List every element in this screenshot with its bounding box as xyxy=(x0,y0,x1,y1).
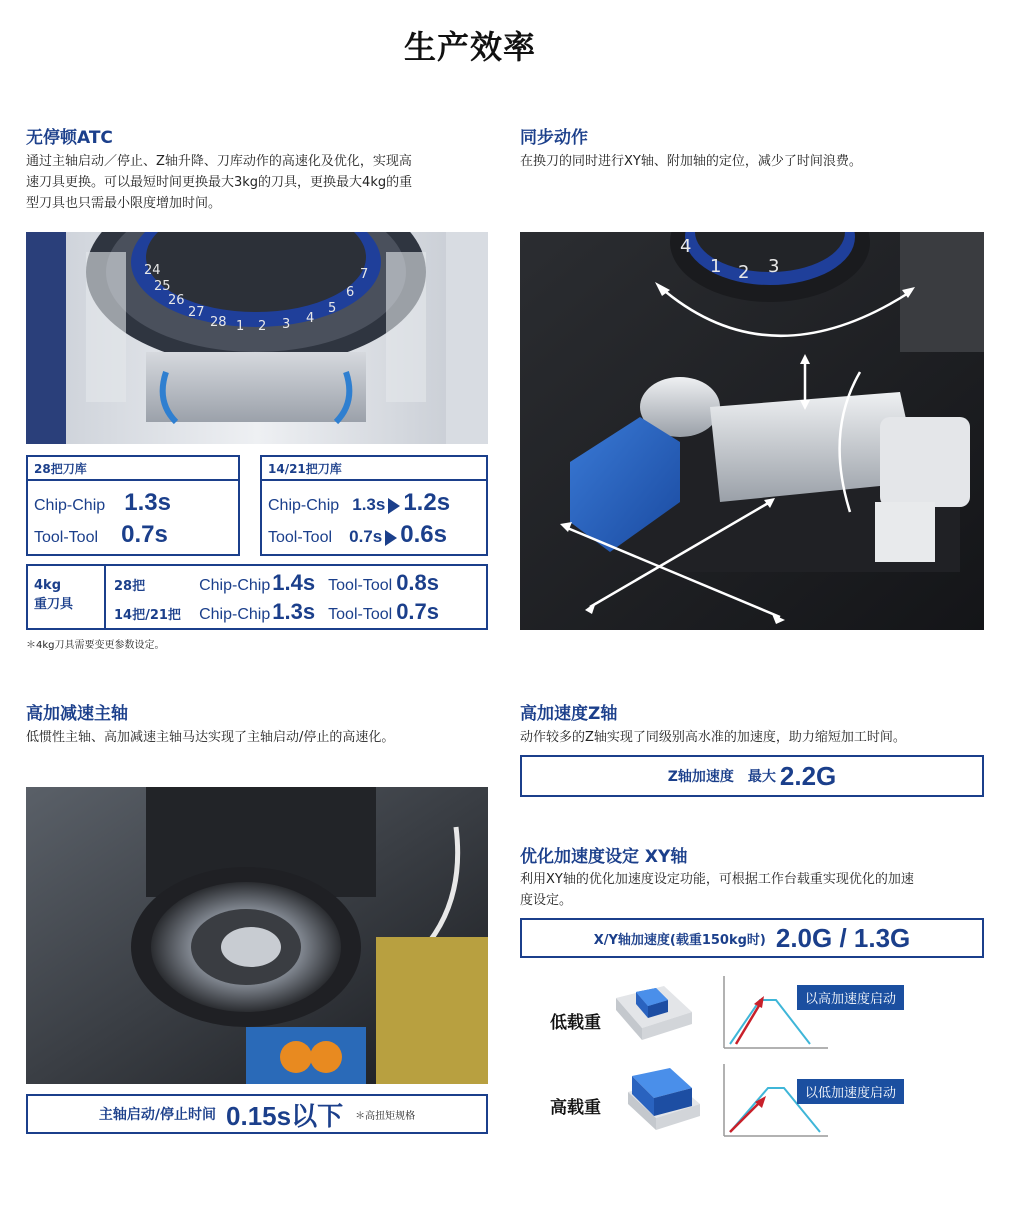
tool-tool-old-value: 0.7s xyxy=(349,527,383,546)
magazine-size: 28把 xyxy=(114,579,146,594)
magazine28-box xyxy=(26,455,240,556)
arrow-right-icon xyxy=(385,530,397,546)
magazine1421-header: 14/21把刀库 xyxy=(262,457,486,481)
magazine-number: 1 xyxy=(236,319,245,334)
xyaxis-accel-banner xyxy=(520,918,984,958)
tool-tool-value: 0.7s xyxy=(121,521,168,548)
magazine-size: 14把/21把 xyxy=(114,608,181,623)
zaxis-accel-value: 2.2G xyxy=(779,760,837,791)
spindle-photo xyxy=(26,787,488,1084)
tool-tool-new-value: 0.6s xyxy=(400,521,447,548)
tool-tool-value: 0.7s xyxy=(396,599,440,624)
tool-tool-label: Tool-Tool xyxy=(34,529,99,546)
heavy-tool-box xyxy=(26,564,488,630)
high-load-workpiece-icon xyxy=(626,1066,702,1132)
chip-chip-label: Chip-Chip xyxy=(199,606,271,623)
magazine-number: 2 xyxy=(738,262,750,283)
xyaxis-description xyxy=(520,869,990,911)
magazine-number: 7 xyxy=(360,267,369,282)
spindle-section-title: 高加减速主轴 xyxy=(26,704,128,724)
magazine-number: 4 xyxy=(680,236,692,257)
magazine1421-box xyxy=(260,455,488,556)
sync-section-title: 同步动作 xyxy=(520,128,588,148)
magazine-number: 4 xyxy=(306,311,315,326)
chip-chip-label: Chip-Chip xyxy=(34,497,106,514)
atc-desc-line: 速刀具更换。可以最短时间更换最大3kg的刀具，更换最大4kg的重 xyxy=(26,175,413,190)
chip-chip-value: 1.3s xyxy=(124,489,171,516)
magazine-number: 2 xyxy=(258,319,267,334)
tool-tool-label: Tool-Tool xyxy=(268,529,333,546)
low-load-label: 低载重 xyxy=(550,1013,601,1033)
heavy-tool-row-28 xyxy=(114,570,486,596)
magazine-number: 3 xyxy=(768,256,780,277)
chip-chip-value: 1.4s xyxy=(272,570,316,595)
magazine-number: 6 xyxy=(346,285,355,300)
chip-chip-label: Chip-Chip xyxy=(199,577,271,594)
arrow-right-icon xyxy=(388,498,400,514)
zaxis-section-title: 高加速度Z轴 xyxy=(520,704,618,724)
magazine1421-chip-row xyxy=(268,489,486,517)
spindle-time-note: ＊高扭矩规格 xyxy=(355,1110,416,1122)
magazine-number: 3 xyxy=(282,317,291,332)
chip-chip-old-value: 1.3s xyxy=(352,495,386,514)
xyaxis-desc-line: 利用XY轴的优化加速度设定功能，可根据工作台载重实现优化的加速 xyxy=(520,872,914,887)
zaxis-accel-label: Z轴加速度 xyxy=(667,769,734,785)
tool-magazine-photo xyxy=(26,232,488,444)
xyaxis-accel-label: X/Y轴加速度(载重150kg时) xyxy=(593,932,766,948)
zaxis-accel-prefix: 最大 xyxy=(747,769,776,785)
magazine-number: 26 xyxy=(168,293,185,308)
xyaxis-accel-value: 2.0G / 1.3G xyxy=(775,922,911,953)
sync-description: 在换刀的同时进行XY轴、附加轴的定位，减少了时间浪费。 xyxy=(520,154,862,169)
high-load-label: 高载重 xyxy=(550,1098,601,1118)
magazine-number: 24 xyxy=(144,263,161,278)
sync-motion-illustration xyxy=(520,232,984,630)
high-load-callout: 以低加速度启动 xyxy=(797,1079,904,1104)
tool-tool-label: Tool-Tool xyxy=(328,606,393,623)
zaxis-description: 动作较多的Z轴实现了同级别高水准的加速度，助力缩短加工时间。 xyxy=(520,730,906,745)
heavy-tool-text: 重刀具 xyxy=(34,597,74,612)
heavy-tool-weight: 4kg xyxy=(34,578,61,593)
magazine-number: 28 xyxy=(210,315,227,330)
magazine-number: 5 xyxy=(328,301,337,316)
heavy-tool-footnote: ＊4kg刀具需要变更参数设定。 xyxy=(26,640,165,651)
magazine-number: 1 xyxy=(710,256,722,277)
spindle-time-banner xyxy=(26,1094,488,1134)
chip-chip-label: Chip-Chip xyxy=(268,497,340,514)
spindle-illustration xyxy=(26,787,488,1084)
chip-chip-new-value: 1.2s xyxy=(403,489,451,516)
heavy-tool-label xyxy=(28,566,106,628)
magazine28-tool-row xyxy=(34,521,234,549)
magazine28-header: 28把刀库 xyxy=(28,457,238,481)
spindle-description: 低惯性主轴、高加减速主轴马达实现了主轴启动/停止的高速化。 xyxy=(26,730,395,745)
atc-description xyxy=(26,151,496,214)
tool-tool-value: 0.8s xyxy=(396,570,440,595)
magazine-number: 25 xyxy=(154,279,171,294)
heavy-tool-row-1421 xyxy=(114,599,486,625)
spindle-time-label: 主轴启动/停止时间 xyxy=(98,1107,217,1123)
page-title: 生产效率 xyxy=(403,28,536,66)
magazine-number: 27 xyxy=(188,305,205,320)
sync-motion-photo xyxy=(520,232,984,630)
zaxis-accel-banner xyxy=(520,755,984,797)
magazine1421-tool-row xyxy=(268,521,486,549)
atc-desc-line: 型刀具也只需最小限度增加时间。 xyxy=(26,196,222,211)
tool-magazine-illustration xyxy=(26,232,488,444)
xyaxis-section-title: 优化加速度设定 XY轴 xyxy=(520,847,688,867)
xyaxis-desc-line: 度设定。 xyxy=(520,893,573,908)
atc-section-title: 无停顿ATC xyxy=(26,128,113,148)
low-load-callout: 以高加速度启动 xyxy=(797,985,904,1010)
chip-chip-value: 1.3s xyxy=(272,599,316,624)
atc-desc-line: 通过主轴启动／停止、Z轴升降、刀库动作的高速化及优化，实现高 xyxy=(26,154,412,169)
tool-tool-label: Tool-Tool xyxy=(328,577,393,594)
magazine28-chip-row xyxy=(34,489,234,517)
spindle-time-value: 0.15s以下 xyxy=(226,1100,344,1131)
low-load-workpiece-icon xyxy=(612,978,694,1044)
